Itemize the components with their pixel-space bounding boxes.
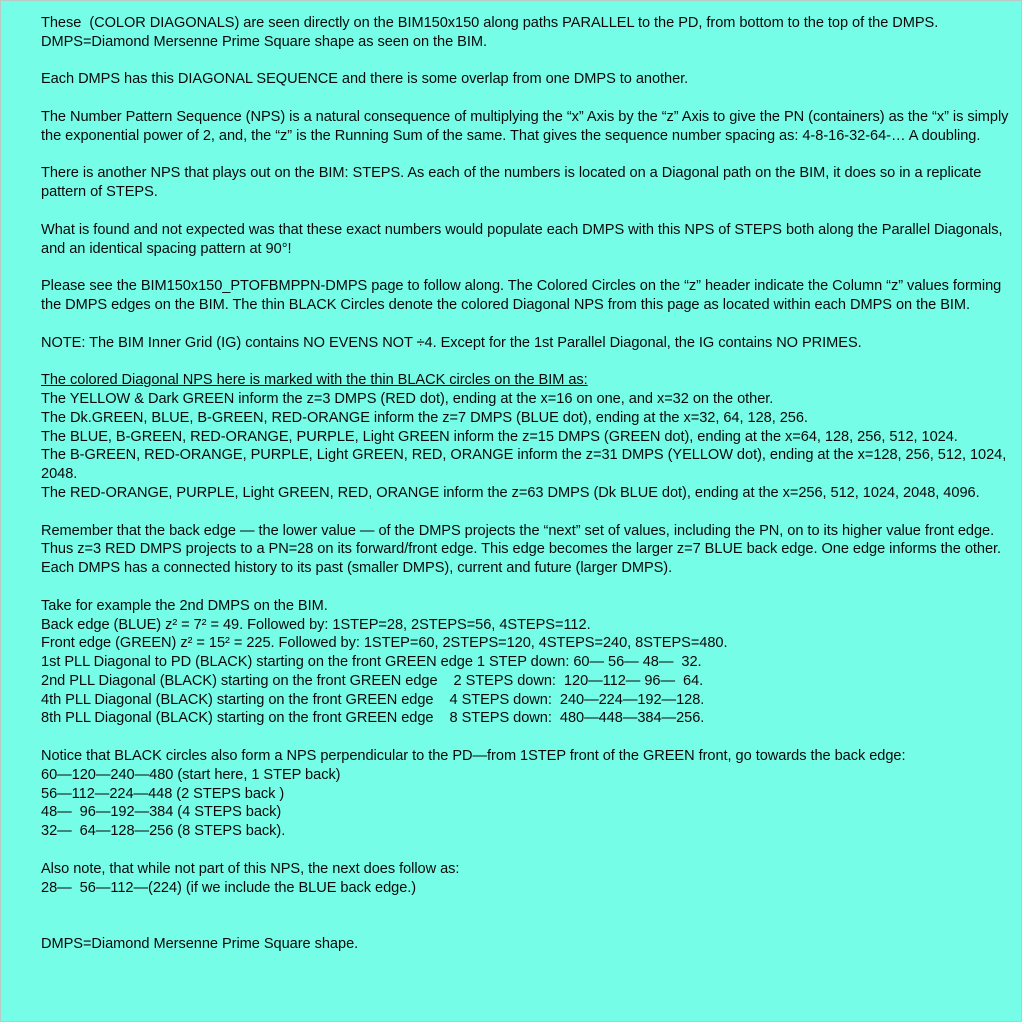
- text-line: There is another NPS that plays out on the BIM: STEPS. As each of the numbers is located on a Diagonal path on the BIM, it does so in a replicate pattern of STEPS.: [41, 165, 986, 201]
- paragraph-perpendicular-nps: [41, 747, 1016, 841]
- paragraph-dmps-definition: [41, 935, 1016, 954]
- text-line: The RED-ORANGE, PURPLE, Light GREEN, RED, ORANGE inform the z=63 DMPS (Dk BLUE dot), ending at the x=256, 512, 1024, 2048, 4096.: [41, 484, 980, 501]
- paragraph-diagonal-sequence: [41, 70, 1016, 89]
- text-line: The Dk.GREEN, BLUE, B-GREEN, RED-ORANGE inform the z=7 DMPS (BLUE dot), ending at the x=32, 64, 128, 256.: [41, 409, 808, 426]
- text-line: Back edge (BLUE) z² = 7² = 49. Followed by: 1STEP=28, 2STEPS=56, 4STEPS=112.: [41, 616, 591, 633]
- text-line: 4th PLL Diagonal (BLACK) starting on the front GREEN edge 4 STEPS down: 240—224—192—128.: [41, 691, 705, 708]
- text-line: The Number Pattern Sequence (NPS) is a natural consequence of multiplying the “x” Axis by the “z” Axis to give the PN (containers) as the “x” is simply the exponential power of 2, and, the “z” is the Running Sum of the same. That gives the sequence number spacing as: 4-8-16-32-64-… A doubling.: [41, 108, 1013, 144]
- paragraph-colored-diagonal-list: [41, 371, 1016, 503]
- text-line: Notice that BLACK circles also form a NPS perpendicular to the PD—from 1STEP front of the GREEN front, go towards the back edge:: [41, 748, 906, 765]
- text-line: Please see the BIM150x150_PTOFBMPPN-DMPS page to follow along. The Colored Circles on the “z” header indicate the Column “z” values forming the DMPS edges on the BIM. The thin BLACK Circles denote the colored Diagonal NPS from this page as located within each DMPS on the BIM.: [41, 278, 1006, 313]
- paragraph-note-inner-grid: [41, 334, 1016, 353]
- paragraph-number-pattern-sequence: [41, 108, 1016, 146]
- paragraph-see-page: [41, 277, 1016, 315]
- text-line: 48— 96—192—384 (4 STEPS back): [41, 804, 282, 821]
- text-line: DMPS=Diamond Mersenne Prime Square shape.: [41, 936, 359, 953]
- text-line: 56—112—224—448 (2 STEPS back ): [41, 785, 285, 802]
- text-line: The YELLOW & Dark GREEN inform the z=3 DMPS (RED dot), ending at the x=16 on one, and x=32 on the other.: [41, 390, 774, 407]
- text-line: These (COLOR DIAGONALS) are seen directly on the BIM150x150 along paths PARALLEL to the PD, from bottom to the top of the DMPS. DMPS=Diamond Mersenne Prime Square shape as seen on the BIM.: [41, 15, 943, 50]
- text-line: 1st PLL Diagonal to PD (BLACK) starting on the front GREEN edge 1 STEP down: 60— 56— 48— 32.: [41, 654, 702, 671]
- text-line: NOTE: The BIM Inner Grid (IG) contains NO EVENS NOT ÷4. Except for the 1st Parallel Diagonal, the IG contains NO PRIMES.: [41, 334, 862, 351]
- text-line: The B-GREEN, RED-ORANGE, PURPLE, Light GREEN, RED, ORANGE inform the z=31 DMPS (YELLOW dot), ending at the x=128, 256, 512, 1024, 2048.: [41, 447, 1011, 483]
- text-line: 2nd PLL Diagonal (BLACK) starting on the front GREEN edge 2 STEPS down: 120—112— 96— 64.: [41, 672, 704, 689]
- text-line: 60—120—240—480 (start here, 1 STEP back): [41, 766, 341, 783]
- paragraph-back-edge: [41, 522, 1016, 578]
- text-line: 32— 64—128—256 (8 STEPS back).: [41, 823, 286, 840]
- text-line: 8th PLL Diagonal (BLACK) starting on the front GREEN edge 8 STEPS down: 480—448—384—256.: [41, 710, 705, 727]
- text-line: What is found and not expected was that these exact numbers would populate each DMPS with this NPS of STEPS both along the Parallel Diagonals, and an identical spacing pattern at 90°!: [41, 221, 1007, 257]
- text-line: The BLUE, B-GREEN, RED-ORANGE, PURPLE, Light GREEN inform the z=15 DMPS (GREEN dot), ending at the x=64, 128, 256, 512, 1024.: [41, 428, 958, 445]
- paragraph-also-note: [41, 860, 1016, 898]
- text-line: 28— 56—112—(224) (if we include the BLUE back edge.): [41, 879, 417, 896]
- paragraph-unexpected-finding: [41, 221, 1016, 259]
- paragraph-example-2nd-dmps: [41, 597, 1016, 729]
- paragraph-color-diagonals: [41, 14, 1016, 52]
- document-body: [41, 14, 1016, 973]
- text-line: Each DMPS has this DIAGONAL SEQUENCE and there is some overlap from one DMPS to another.: [41, 71, 689, 88]
- paragraph-steps: [41, 164, 1016, 202]
- section-heading: The colored Diagonal NPS here is marked with the thin BLACK circles on the BIM as:: [41, 372, 588, 389]
- text-line: Take for example the 2nd DMPS on the BIM.: [41, 597, 328, 614]
- text-line: Also note, that while not part of this NPS, the next does follow as:: [41, 860, 460, 877]
- text-line: Remember that the back edge — the lower value — of the DMPS projects the “next” set of values, including the PN, on to its higher value front edge. Thus z=3 RED DMPS projects to a PN=28 on its forward/front edge. This edge becomes the larger z=7 BLUE back edge. One edge informs the other. Each DMPS has a connected history to its past (smaller DMPS), current and future (larger DMPS).: [41, 522, 1006, 577]
- text-line: Front edge (GREEN) z² = 15² = 225. Followed by: 1STEP=60, 2STEPS=120, 4STEPS=240, 8STEPS=480.: [41, 635, 728, 652]
